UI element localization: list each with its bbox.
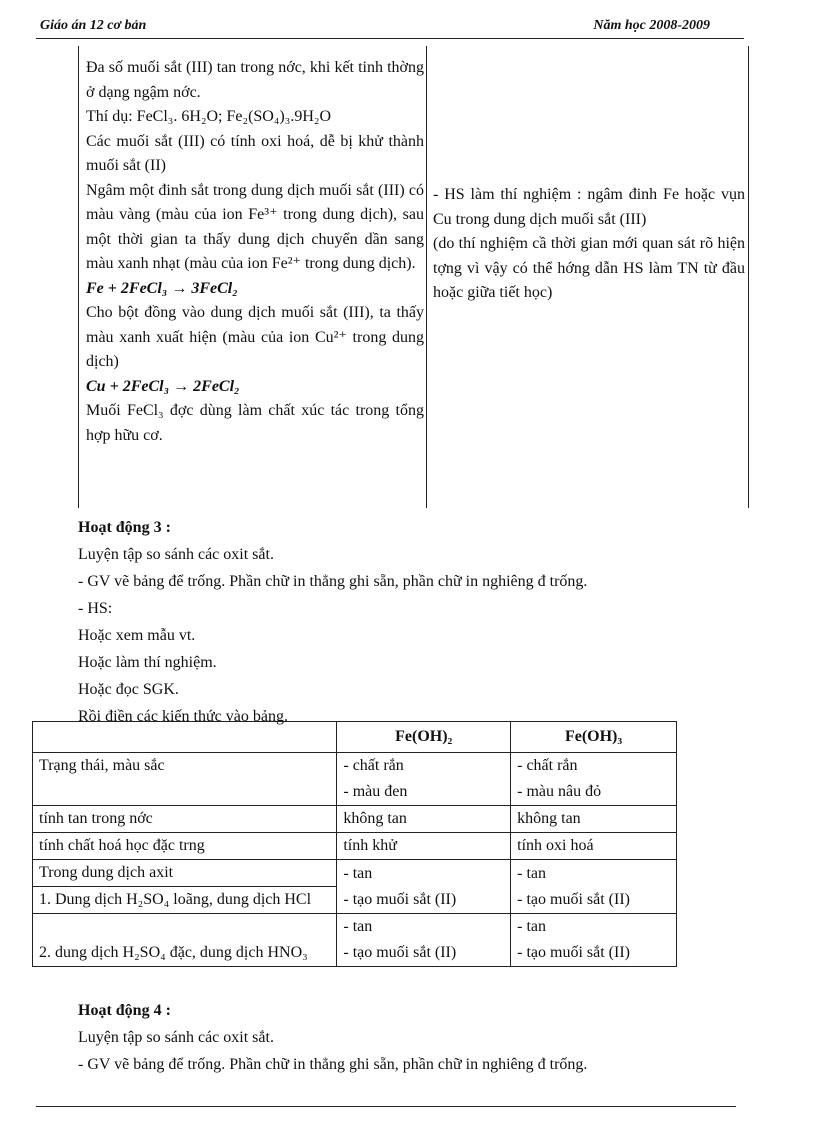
table-header-row [33,722,677,753]
paragraph-teacher-note: (do thí nghiệm cầ thời gian mới quan sát rõ hiện tợng vì vậy có thể hớng dẫn HS làm TN từ đầu hoặc giữa tiết học) [433,235,745,301]
column-border-middle [426,46,427,508]
paragraph-catalyst: Muối FeCl₃ đợc dùng làm chất xúc tác trong tổng hợp hữu cơ. [86,402,424,444]
row-label: tính chất hoá học đặc trng [33,833,337,860]
activity-3-line: Luyện tập so sánh các oxit sắt. [78,546,274,563]
header-right: Năm học 2008-2009 [593,18,710,33]
activity-4-title: Hoạt động 4 : [78,1002,171,1019]
table-cell: - tan - tạo muối sắt (II) [337,860,511,914]
table-row [33,860,677,887]
footer-rule [36,1106,736,1107]
column-border-left [78,46,79,508]
activity-4 [78,997,718,1078]
paragraph-oxidizing: Các muối sắt (III) có tính oxi hoá, dễ bị khử thành muối sắt (II) [86,132,424,174]
paragraph-student-experiment: - HS làm thí nghiệm : ngâm đinh Fe hoặc vụn Cu trong dung dịch muối sắt (III) [433,186,745,228]
equation-fe: Fe + 2FeCl₃ → 3FeCl₂ [86,279,238,297]
table-header-feoh3: Fe(OH)₃ [511,722,677,753]
row-label: Trong dung dịch axit [33,860,337,887]
table-cell: - tan - tạo muối sắt (II) [511,914,677,967]
table-header-empty [33,722,337,753]
row-label: 2. dung dịch H₂SO₄ đặc, dung dịch HNO₃ [33,914,337,967]
left-column [86,56,424,448]
table-row [33,914,677,967]
page-header [36,18,744,39]
activity-3-line: Rồi điền các kiến thức vào bảng. [78,708,288,725]
comparison-table [32,721,677,967]
right-column [433,183,745,306]
two-column-block [78,46,750,508]
activity-4-line: Luyện tập so sánh các oxit sắt. [78,1029,274,1046]
paragraph-solubility: Đa số muối sắt (III) tan trong nớc, khi kết tinh thờng ở dạng ngậm nớc. [86,59,424,101]
paragraph-iron-nail: Ngâm một đinh sắt trong dung dịch muối sắt (III) có màu vàng (màu của ion Fe³⁺ trong dung dịch), sau một thời gian ta thấy dung dịch chuyển dần sang màu xanh nhạt (màu của ion Fe²⁺ trong dung dịch). [86,181,424,272]
table-cell: tính khử [337,833,511,860]
table-row [33,753,677,806]
table-cell: - chất rắn - màu đen [337,753,511,806]
row-label: tính tan trong nớc [33,806,337,833]
table-cell: không tan [337,806,511,833]
header-left: Giáo án 12 cơ bản [40,18,147,33]
activity-3-line: - HS: [78,600,113,617]
activity-3 [78,514,718,730]
activity-3-line: Hoặc làm thí nghiệm. [78,654,217,671]
row-label: 1. Dung dịch H₂SO₄ loãng, dung dịch HCl [33,887,337,914]
activity-3-line: - GV vẽ bảng để trống. Phần chữ in thẳng ghi sẵn, phần chữ in nghiêng đ trống. [78,573,588,590]
row-label: Trạng thái, màu sắc [33,753,337,806]
column-border-right [748,46,749,508]
table-header-feoh2: Fe(OH)₂ [337,722,511,753]
activity-3-line: Hoặc xem mẫu vt. [78,627,196,644]
equation-cu: Cu + 2FeCl₃ → 2FeCl₂ [86,377,240,395]
table-cell: - tan - tạo muối sắt (II) [337,914,511,967]
activity-3-line: Hoặc đọc SGK. [78,681,179,698]
table-cell: không tan [511,806,677,833]
activity-4-line: - GV vẽ bảng để trống. Phần chữ in thẳng ghi sẵn, phần chữ in nghiêng đ trống. [78,1056,588,1073]
paragraph-copper: Cho bột đồng vào dung dịch muối sắt (III), ta thấy màu xanh xuất hiện (màu của ion Cu²⁺ trong dung dịch) [86,304,424,370]
activity-3-title: Hoạt động 3 : [78,519,171,536]
table-cell: - tan - tạo muối sắt (II) [511,860,677,914]
paragraph-example: Thí dụ: FeCl₃. 6H₂O; Fe₂(SO₄)₃.9H₂O [86,108,332,125]
table-cell: tính oxi hoá [511,833,677,860]
table-cell: - chất rắn - màu nâu đỏ [511,753,677,806]
table-row [33,806,677,833]
table-row [33,833,677,860]
